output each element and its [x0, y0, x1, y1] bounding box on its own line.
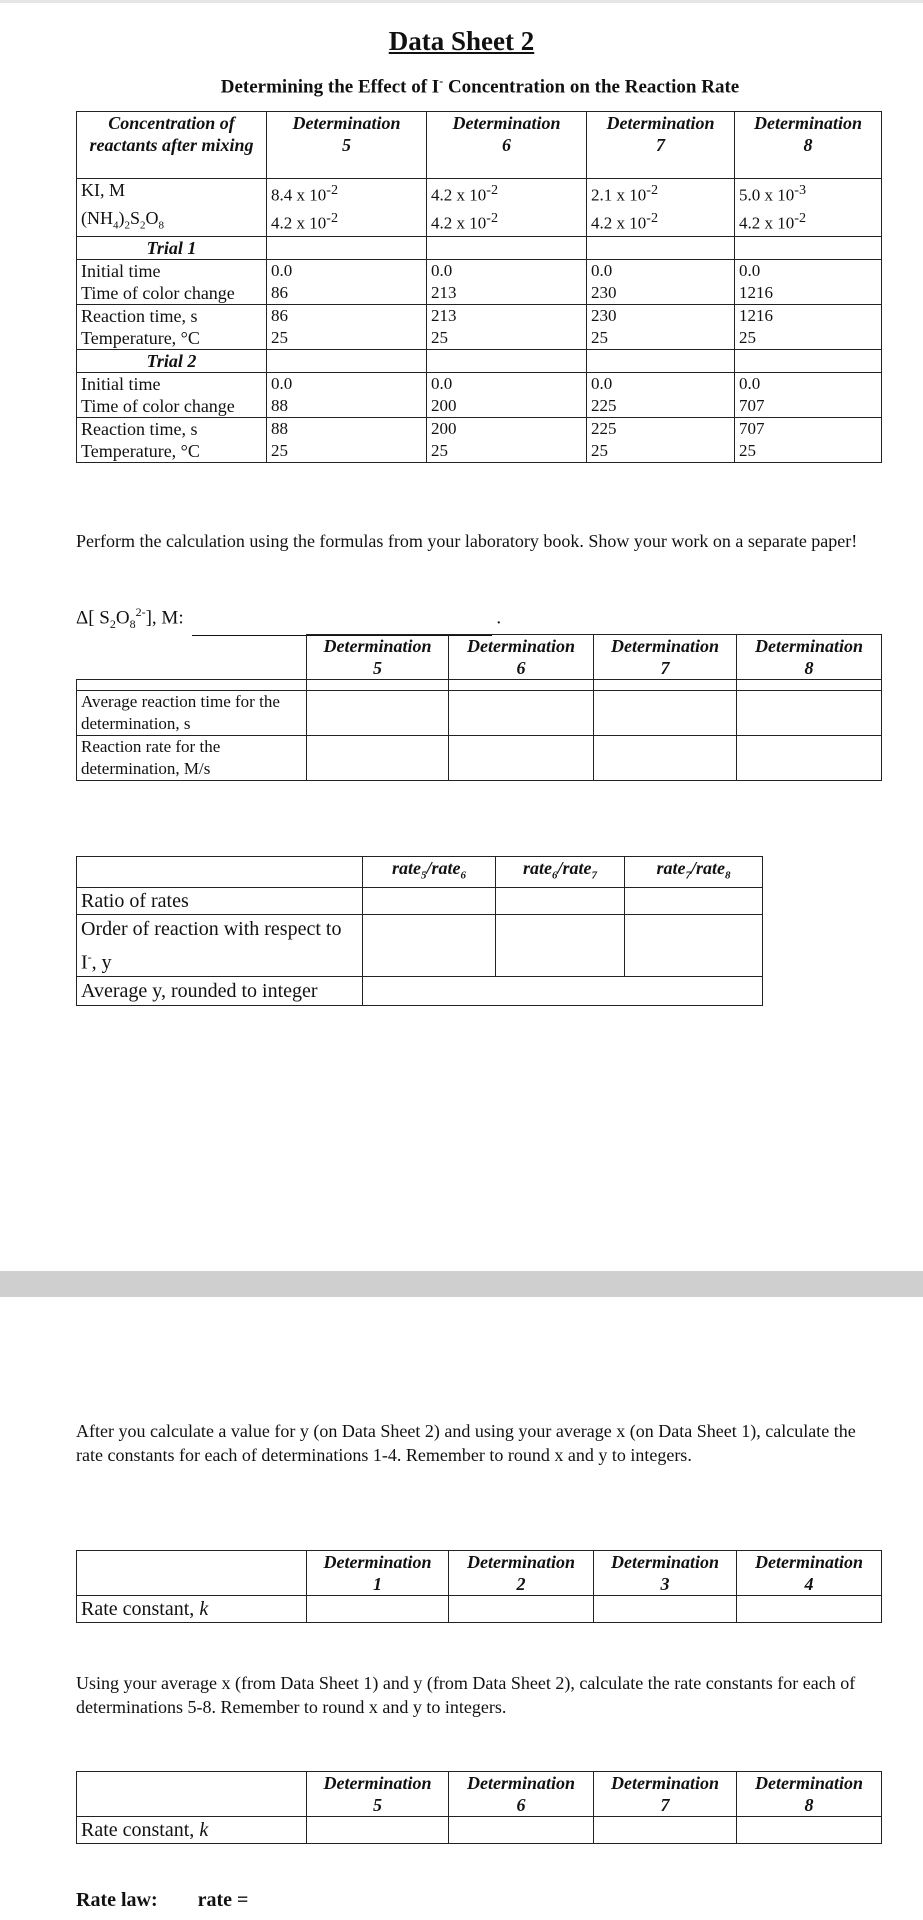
cell-value: 200	[427, 418, 587, 441]
header-det-6: Determination 6	[449, 635, 594, 680]
answer-cell[interactable]	[496, 887, 625, 914]
header-det-4: Determination 4	[737, 1551, 882, 1596]
cell-value: 88	[267, 418, 427, 441]
persulfate-value: 4.2 x $10^{-2}$	[267, 207, 427, 237]
cell-value: 86	[267, 305, 427, 328]
k2-header-row	[77, 1772, 882, 1817]
cell-value: 25	[267, 327, 427, 350]
cell-value: 707	[735, 418, 882, 441]
rate-constant-instructions-1: After you calculate a value for y (on Data Sheet 2) and using your average x (on Data Sheet 1), calculate the rate constants for each of determinations 1-4. Remember to round x and y to integers.	[76, 1421, 856, 1465]
trial-2-label: Trial 2	[77, 350, 267, 373]
rate-label: Reaction rate for the determination, M/s	[77, 736, 307, 781]
avg-time-row	[77, 691, 882, 736]
header-det-7: Determination 7	[587, 112, 735, 179]
cell-value: 213	[427, 282, 587, 305]
cell-value: 225	[587, 418, 735, 441]
k1-row	[77, 1596, 882, 1623]
header-det-6: Determination 6	[449, 1772, 594, 1817]
header-det-6: Determination 6	[427, 112, 587, 179]
ratio-header-1: rate$_5$/rate$_6$	[363, 857, 496, 888]
trial-1-initial-row	[77, 260, 882, 283]
cell-value: 0.0	[735, 373, 882, 396]
answer-cell[interactable]	[594, 691, 737, 736]
answer-cell[interactable]	[363, 977, 763, 1006]
header-det-5: Determination 5	[307, 1772, 449, 1817]
persulfate-value: 4.2 x $10^{-2}$	[427, 207, 587, 237]
answer-cell[interactable]	[737, 1817, 882, 1844]
avg-y-row	[77, 977, 763, 1006]
header-det-5: Determination 5	[307, 635, 449, 680]
initial-time-label: Initial time	[77, 373, 267, 396]
persulfate-value: 4.2 x $10^{-2}$	[735, 207, 882, 237]
answer-cell[interactable]	[307, 1596, 449, 1623]
trial-2-color-row	[77, 395, 882, 418]
answer-cell[interactable]	[449, 691, 594, 736]
persulfate-value: 4.2 x $10^{-2}$	[587, 207, 735, 237]
persulfate-label: $(NH_4)_2S_2O_8$	[77, 207, 267, 237]
cell-value: 0.0	[267, 260, 427, 283]
trial-1-temp-row	[77, 327, 882, 350]
rate-constant-table-5-8	[76, 1771, 882, 1844]
ki-value: 5.0 x $10^{-3}$	[735, 179, 882, 207]
cell-value: 0.0	[267, 373, 427, 396]
answer-cell[interactable]	[496, 914, 625, 977]
answer-cell[interactable]	[594, 736, 737, 781]
temperature-label: Temperature, °C	[77, 440, 267, 463]
header-det-7: Determination 7	[594, 1772, 737, 1817]
answer-cell[interactable]	[449, 1596, 594, 1623]
answer-cell[interactable]	[594, 1596, 737, 1623]
rate-table	[76, 634, 882, 781]
color-change-label: Time of color change	[77, 282, 267, 305]
header-det-5: Determination 5	[267, 112, 427, 179]
page-separator	[0, 1271, 923, 1297]
cell-value: 0.0	[587, 373, 735, 396]
k2-row	[77, 1817, 882, 1844]
answer-cell[interactable]	[449, 736, 594, 781]
rate-spacer-row	[77, 680, 882, 691]
cell-value: 230	[587, 282, 735, 305]
order-label: Order of reaction with respect to I-, y	[77, 914, 363, 977]
rate-law-line: Rate law: rate =	[76, 1889, 249, 1911]
header-det-8: Determination 8	[737, 635, 882, 680]
cell-value: 230	[587, 305, 735, 328]
cell-value: 0.0	[587, 260, 735, 283]
cell-value: 200	[427, 395, 587, 418]
trial-1-reaction-row	[77, 305, 882, 328]
delta-persulfate-line: Δ[ $S_2O_8^{2-}$], M: .	[76, 600, 501, 636]
answer-cell[interactable]	[363, 914, 496, 977]
answer-cell[interactable]	[363, 887, 496, 914]
trial-1-label: Trial 1	[77, 237, 267, 260]
ratio-header-row	[77, 857, 763, 888]
cell-value: 25	[427, 440, 587, 463]
ratio-header-2: rate$_6$/rate$_7$	[496, 857, 625, 888]
answer-cell[interactable]	[307, 736, 449, 781]
answer-cell[interactable]	[737, 736, 882, 781]
page-subtitle: Determining the Effect of I- Concentration on the Reaction Rate	[220, 74, 740, 98]
ratio-table	[76, 856, 763, 1006]
rate-row	[77, 736, 882, 781]
k1-header-row	[77, 1551, 882, 1596]
cell-value: 25	[587, 440, 735, 463]
avg-y-label: Average y, rounded to integer	[77, 977, 363, 1006]
trial-2-reaction-row	[77, 418, 882, 441]
trial-1-color-row	[77, 282, 882, 305]
header-row	[77, 112, 882, 179]
answer-cell[interactable]	[594, 1817, 737, 1844]
reactant-data-table	[76, 111, 882, 463]
persulfate-row	[77, 207, 882, 237]
trial-1-row	[77, 237, 882, 260]
ratio-header-3: rate$_7$/rate$_8$	[625, 857, 763, 888]
cell-value: 88	[267, 395, 427, 418]
cell-value: 86	[267, 282, 427, 305]
cell-value: 0.0	[427, 260, 587, 283]
header-det-7: Determination 7	[594, 635, 737, 680]
header-det-8: Determination 8	[735, 112, 882, 179]
temperature-label: Temperature, °C	[77, 327, 267, 350]
avg-time-label: Average reaction time for the determination, s	[77, 691, 307, 736]
ki-row	[77, 179, 882, 207]
cell-value: 213	[427, 305, 587, 328]
answer-cell[interactable]	[625, 914, 763, 977]
trial-2-temp-row	[77, 440, 882, 463]
header-det-2: Determination 2	[449, 1551, 594, 1596]
answer-cell[interactable]	[625, 887, 763, 914]
page-title: Data Sheet 2	[388, 26, 535, 56]
cell-value: 25	[427, 327, 587, 350]
cell-value: 0.0	[735, 260, 882, 283]
cell-value: 0.0	[427, 373, 587, 396]
cell-value: 707	[735, 395, 882, 418]
ki-label: KI, M	[77, 179, 267, 207]
top-divider	[0, 0, 923, 3]
cell-value: 25	[587, 327, 735, 350]
ratio-label: Ratio of rates	[77, 887, 363, 914]
calculation-instructions: Perform the calculation using the formulas from your laboratory book. Show your work on a separate paper!	[76, 531, 858, 551]
cell-value: 225	[587, 395, 735, 418]
answer-cell[interactable]	[737, 1596, 882, 1623]
answer-cell[interactable]	[307, 691, 449, 736]
color-change-label: Time of color change	[77, 395, 267, 418]
header-det-3: Determination 3	[594, 1551, 737, 1596]
ki-value: 4.2 x $10^{-2}$	[427, 179, 587, 207]
ki-value: 8.4 x $10^{-2}$	[267, 179, 427, 207]
rate-constant-label: Rate constant, k	[77, 1596, 307, 1623]
trial-2-row	[77, 350, 882, 373]
header-det-1: Determination 1	[307, 1551, 449, 1596]
cell-value: 1216	[735, 282, 882, 305]
answer-cell[interactable]	[449, 1817, 594, 1844]
cell-value: 1216	[735, 305, 882, 328]
cell-value: 25	[735, 327, 882, 350]
rate-constant-instructions-2: Using your average x (from Data Sheet 1) and y (from Data Sheet 2), calculate the rate constants for each of determinations 5-8. Remember to round x and y to integers.	[76, 1673, 856, 1717]
rate-constant-label: Rate constant, k	[77, 1817, 307, 1844]
cell-value: 25	[735, 440, 882, 463]
reaction-time-label: Reaction time, s	[77, 418, 267, 441]
rate-header-row	[77, 635, 882, 680]
initial-time-label: Initial time	[77, 260, 267, 283]
reaction-time-label: Reaction time, s	[77, 305, 267, 328]
header-det-8: Determination 8	[737, 1772, 882, 1817]
trial-2-initial-row	[77, 373, 882, 396]
answer-cell[interactable]	[307, 1817, 449, 1844]
order-row	[77, 914, 763, 977]
header-concentration: Concentration of reactants after mixing	[77, 112, 267, 179]
ki-value: 2.1 x $10^{-2}$	[587, 179, 735, 207]
ratio-row	[77, 887, 763, 914]
answer-cell[interactable]	[737, 691, 882, 736]
cell-value: 25	[267, 440, 427, 463]
rate-constant-table-1-4	[76, 1550, 882, 1623]
